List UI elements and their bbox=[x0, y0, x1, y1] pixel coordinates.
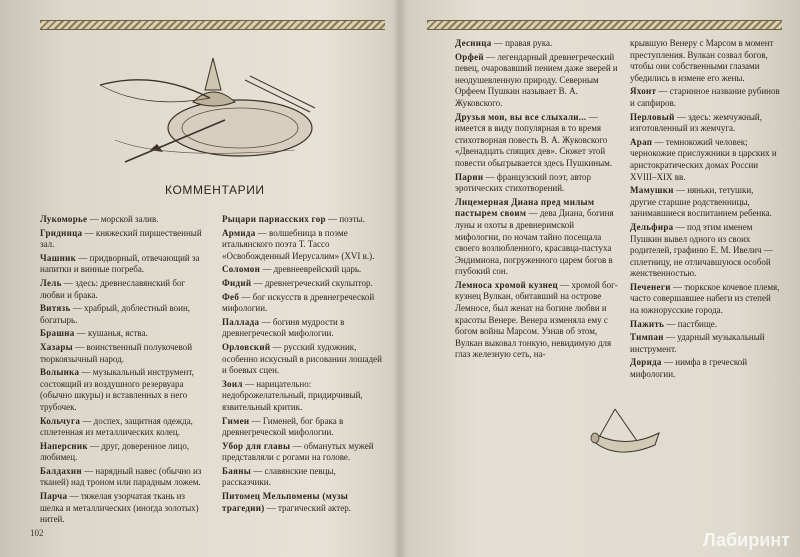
left-page bbox=[0, 0, 398, 557]
glossary-term: Соломон bbox=[222, 264, 261, 275]
glossary-entry bbox=[455, 38, 620, 50]
glossary-definition: — обманутых мужей представляли с рогами на голове. bbox=[222, 440, 374, 463]
glossary-entry bbox=[222, 278, 382, 290]
glossary-term: Дельфира bbox=[630, 221, 674, 232]
glossary-entry bbox=[40, 303, 205, 326]
glossary-term: Лель bbox=[40, 277, 62, 288]
right-column-2 bbox=[630, 38, 780, 383]
glossary-definition: — тюркское кочевое племя, часто совершавшее набеги из степей на южнорусские города. bbox=[630, 281, 780, 316]
glossary-definition: — доспех, защитная одежда, сплетенная из металлических колец. bbox=[40, 415, 193, 438]
glossary-term: Зоил bbox=[222, 378, 243, 389]
glossary-definition: — под этим именем Пушкин вывел одного из своих родителей, графиню Е. М. Ивелич — сплетницу, не отличавшуюся особой женственностью. bbox=[630, 221, 773, 279]
glossary-entry bbox=[40, 214, 205, 226]
glossary-entry bbox=[40, 228, 205, 251]
glossary-definition: — правая рука. bbox=[491, 38, 553, 48]
watermark-logo: Лабиринт bbox=[702, 530, 790, 550]
glossary-entry bbox=[222, 214, 382, 226]
glossary-term: Балдахин bbox=[40, 465, 82, 476]
glossary-term: Армида bbox=[222, 227, 256, 238]
glossary-term: Рыцари парнасских гор bbox=[222, 214, 326, 224]
glossary-definition: — тяжелая узорчатая ткань из шелка и металлических (иногда золотых) нитей. bbox=[40, 491, 199, 525]
glossary-entry bbox=[630, 86, 780, 109]
glossary-entry bbox=[455, 172, 620, 195]
weapons-illustration bbox=[95, 50, 320, 170]
glossary-definition: — придворный, отвечающий за напитки и винные погреба. bbox=[40, 252, 200, 275]
glossary-entry bbox=[630, 112, 780, 135]
glossary-definition: — здесь: древнеславянский бог любви и брака. bbox=[40, 277, 186, 300]
glossary-definition: — старинное название рубинов и сапфиров. bbox=[630, 86, 780, 108]
glossary-term: Парни bbox=[455, 171, 484, 182]
glossary-definition: — имеется в виду популярная в то время стихотворная повесть В. А. Жуковского «Двенадцать спящих дев». Сюжет этой повести обыгрывается здесь Пушкиным. bbox=[455, 111, 613, 168]
glossary-definition: — русский художник, особенно искусный в рисовании лошадей и боевых сцен. bbox=[222, 341, 382, 376]
glossary-term: Друзья мои, вы все слыхали... bbox=[455, 111, 587, 122]
glossary-entry bbox=[40, 441, 205, 464]
glossary-term: Орловский bbox=[222, 341, 271, 352]
glossary-entry bbox=[222, 264, 382, 276]
glossary-term: Чашник bbox=[40, 252, 77, 263]
glossary-definition: — нимфа в греческой мифологии. bbox=[630, 357, 748, 380]
glossary-entry bbox=[40, 491, 205, 526]
glossary-term: Перловый bbox=[630, 111, 675, 122]
glossary-definition: — няньки, тетушки, другие старшие родственницы, занимавшиеся воспитанием ребенка. bbox=[630, 185, 772, 219]
glossary-term: Баяны bbox=[222, 465, 252, 476]
glossary-definition: — воинственный полукочевой тюркоязычный народ. bbox=[40, 341, 193, 364]
glossary-term: Дорида bbox=[630, 357, 662, 368]
glossary-definition: — дева Диана, богиня луны и охоты в древнеримской мифологии, по ночам тайно посещала своего возлюбленного, красавца-пастуха Эндимиона, погруженного царем богов в глубокий сон. bbox=[455, 208, 614, 277]
right-column-1 bbox=[455, 38, 620, 363]
glossary-entry bbox=[630, 222, 780, 280]
glossary-entry bbox=[222, 491, 382, 514]
right-page bbox=[402, 0, 800, 557]
glossary-entry bbox=[222, 292, 382, 315]
glossary-entry bbox=[40, 253, 205, 276]
glossary-definition: — бог искусств в древнегреческой мифологии. bbox=[222, 291, 375, 314]
glossary-entry bbox=[455, 112, 620, 170]
glossary-entry bbox=[630, 185, 780, 220]
glossary-term: Феб bbox=[222, 291, 240, 302]
glossary-entry bbox=[455, 52, 620, 110]
glossary-term: Яхонт bbox=[630, 86, 657, 97]
top-ornament-border bbox=[427, 20, 782, 30]
glossary-entry bbox=[455, 197, 620, 278]
glossary-entry bbox=[222, 441, 382, 464]
glossary-definition: — Гименей, бог брака в древнегреческой мифологии. bbox=[222, 415, 344, 438]
glossary-definition: — друг, доверенное лицо, любимец. bbox=[40, 440, 190, 463]
glossary-entry bbox=[222, 466, 382, 489]
glossary-term: Брашна bbox=[40, 328, 75, 339]
top-ornament-border bbox=[40, 20, 385, 30]
glossary-entry bbox=[455, 280, 620, 361]
glossary-entry bbox=[630, 319, 780, 331]
glossary-entry bbox=[630, 38, 780, 84]
glossary-term: Пажить bbox=[630, 318, 665, 329]
glossary-term: Наперсник bbox=[40, 440, 88, 451]
glossary-term: Убор для главы bbox=[222, 440, 291, 451]
glossary-definition: — трагический актер. bbox=[264, 502, 351, 513]
glossary-definition: — морской залив. bbox=[87, 214, 159, 224]
glossary-entry bbox=[222, 379, 382, 414]
glossary-definition: — темнокожий человек; чернокожие прислужники в царских и аристократических домах России XVIII–XIX вв. bbox=[630, 136, 777, 182]
glossary-definition: — богиня мудрости в древнегреческой мифологии. bbox=[222, 316, 345, 339]
glossary-definition: — хромой бог-кузнец Вулкан, обитавший на острове Лемносе, был женат на богине любви и красоты Венере. Венера изменяла ему с богом войны Марсом. Узнав об этом, Вулкан выковал тонкую, невидимую для глаз железную сеть, на- bbox=[455, 279, 618, 360]
glossary-definition: — славянские певцы, рассказчики. bbox=[222, 465, 336, 488]
page-number: 102 bbox=[30, 528, 44, 538]
horn-illustration bbox=[587, 405, 662, 465]
left-column-1 bbox=[40, 214, 205, 528]
glossary-entry bbox=[630, 332, 780, 355]
glossary-definition: крывшую Венеру с Марсом в момент преступления. Вулкан созвал богов, чтобы они собственными глазами убедились в измене его жены. bbox=[630, 38, 774, 83]
glossary-term: Печенеги bbox=[630, 281, 671, 292]
glossary-definition: — легендарный древнегреческий певец, очаровавший пением даже зверей и неодушевленную природу. Северным Орфеем Пушкин называет В. А. Жуковского. bbox=[455, 51, 618, 108]
glossary-entry bbox=[630, 137, 780, 183]
glossary-term: Кольчуга bbox=[40, 415, 81, 426]
glossary-entry bbox=[222, 228, 382, 263]
glossary-term: Витязь bbox=[40, 303, 71, 314]
glossary-definition: — нарицательно: недоброжелательный, придирчивый, язвительный критик. bbox=[222, 378, 363, 412]
glossary-definition: — древнееврейский царь. bbox=[260, 264, 362, 275]
glossary-term: Мамушки bbox=[630, 185, 674, 196]
glossary-term: Арап bbox=[630, 136, 653, 147]
glossary-definition: — здесь: жемчужный, изготовленный из жемчуга. bbox=[630, 111, 762, 134]
section-heading: КОММЕНТАРИИ bbox=[165, 183, 265, 197]
glossary-definition: — поэты. bbox=[325, 214, 365, 224]
glossary-entry bbox=[222, 416, 382, 439]
glossary-term: Лемноса хромой кузнец bbox=[455, 279, 558, 290]
glossary-term: Гимен bbox=[222, 415, 250, 426]
glossary-entry bbox=[40, 466, 205, 489]
glossary-term: Питомец Мельпомены (музы трагедии) bbox=[222, 491, 349, 513]
glossary-definition: — музыкальный инструмент, состоящий из воздушного резервуара (обычно шкуры) и вставленных в него трубочек. bbox=[40, 367, 194, 412]
glossary-term: Хазары bbox=[40, 341, 73, 352]
glossary-term: Орфей bbox=[455, 51, 484, 62]
glossary-term: Фидий bbox=[222, 277, 252, 288]
glossary-entry bbox=[40, 328, 205, 340]
glossary-definition: — древнегреческий скульптор. bbox=[251, 277, 373, 288]
glossary-definition: — пастбище. bbox=[664, 318, 718, 329]
glossary-definition: — французский поэт, автор эротических стихотворений. bbox=[455, 171, 592, 194]
glossary-term: Тимпан bbox=[630, 332, 664, 343]
glossary-term: Парча bbox=[40, 491, 68, 502]
glossary-term: Десница bbox=[455, 38, 492, 48]
glossary-term: Гридница bbox=[40, 227, 83, 238]
glossary-entry bbox=[222, 317, 382, 340]
glossary-entry bbox=[40, 342, 205, 365]
glossary-term: Волынка bbox=[40, 367, 80, 378]
glossary-definition: — ударный музыкальный инструмент. bbox=[630, 332, 765, 354]
glossary-entry bbox=[40, 367, 205, 413]
left-column-2 bbox=[222, 214, 382, 516]
glossary-entry bbox=[630, 282, 780, 317]
glossary-entry bbox=[40, 416, 205, 439]
glossary-term: Лицемерная Диана пред милым пастырем своим bbox=[455, 196, 595, 219]
glossary-term: Лукоморье bbox=[40, 214, 88, 224]
glossary-entry bbox=[630, 357, 780, 380]
glossary-definition: — храбрый, доблестный воин, богатырь. bbox=[40, 303, 191, 325]
glossary-term: Паллада bbox=[222, 316, 260, 327]
glossary-definition: — волшебница в поэме итальянского поэта Т. Тассо «Освобожденный Иерусалим» (XVI в.). bbox=[222, 227, 375, 261]
glossary-entry bbox=[40, 278, 205, 301]
glossary-entry bbox=[222, 342, 382, 377]
glossary-definition: — нарядный навес (обычно из тканей) над троном или парадным ложем. bbox=[40, 465, 202, 488]
glossary-definition: — княжеский пиршественный зал. bbox=[40, 227, 202, 250]
glossary-definition: — кушанья, яства. bbox=[74, 328, 148, 339]
